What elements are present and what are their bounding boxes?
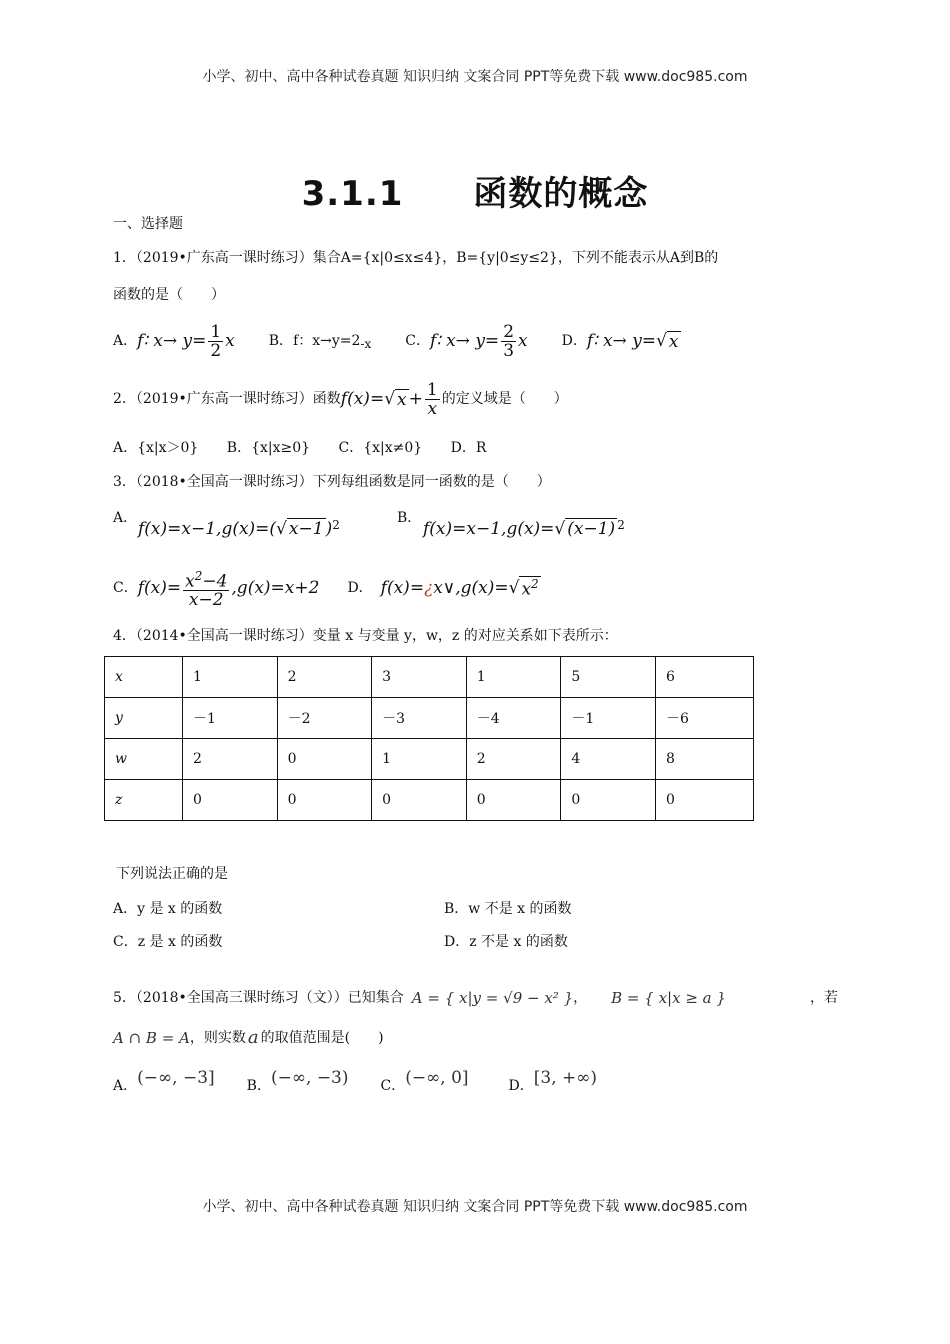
q1-option-d-radicand: x	[668, 331, 679, 352]
radical-icon: √	[508, 578, 520, 598]
table-cell: －1	[561, 698, 656, 739]
table-cell: －3	[372, 698, 467, 739]
table-cell: 8	[655, 739, 753, 780]
table-cell: 2	[277, 657, 372, 698]
q1-option-a-denominator: 2	[210, 340, 222, 361]
radical-icon: √	[276, 518, 287, 539]
q1-options	[113, 318, 681, 364]
q4-stem: 4．（2014•全国高一课时练习）变量 x 与变量 y，w，z 的对应关系如下表所示：	[113, 628, 618, 644]
q1-option-a-fraction	[208, 323, 223, 360]
q5-option-a-label: A．	[113, 1078, 138, 1094]
table-cell: 0	[655, 780, 753, 821]
q5-options	[113, 1064, 597, 1096]
table-cell: 1	[182, 657, 277, 698]
q3-option-b[interactable]	[423, 518, 625, 539]
q3-row-cd	[113, 566, 541, 610]
q3-option-c-fraction	[183, 567, 229, 610]
q4-prompt: 下列说法正确的是	[116, 866, 228, 882]
table-cell: 0	[372, 780, 467, 821]
q5-option-d[interactable]	[509, 1068, 598, 1096]
q3-option-d-expr1: f(x)=	[380, 578, 425, 598]
table-row-header: z	[105, 780, 183, 821]
table-cell: －2	[277, 698, 372, 739]
q5-comma: ，	[573, 990, 588, 1006]
q1-option-b-exponent: -x	[360, 337, 372, 351]
q5-stem	[113, 976, 838, 1020]
q3-option-d-radicand	[519, 576, 540, 600]
q1-option-a-expr: f∶ x→ y=	[137, 331, 207, 351]
q5-option-c-value: (−∞, 0]	[405, 1068, 469, 1088]
table-cell: 0	[277, 739, 372, 780]
q3-option-d-expr2: x∨,g(x)=	[433, 578, 509, 598]
q5-line2-post: 的取值范围是( )	[260, 1030, 384, 1046]
section-heading: 一、选择题	[113, 216, 183, 232]
q2-option-a[interactable]: A．{x|x＞0}	[113, 440, 199, 456]
q1-option-c-numerator: 2	[503, 321, 515, 342]
q5-option-d-value: [3, +∞)	[533, 1068, 598, 1088]
q5-set-a: A = { x|y = √9 − x² }	[411, 989, 574, 1007]
q3-stem: 3．（2018•全国高一课时练习）下列每组函数是同一函数的是（ ）	[113, 474, 551, 490]
q1-option-d-expr: f∶ x→ y=	[586, 331, 657, 351]
q1-option-c-expr: f∶ x→ y=	[429, 331, 500, 351]
q2-denominator: x	[427, 398, 438, 419]
table-row	[105, 739, 754, 780]
q3-option-b-exponent: 2	[617, 518, 625, 532]
q4-option-b[interactable]: B．w 不是 x 的函数	[444, 901, 572, 917]
table-cell: 4	[561, 739, 656, 780]
q1-option-d-label: D．	[561, 333, 587, 349]
table-cell: 5	[561, 657, 656, 698]
q1-option-b-label: B．	[268, 333, 294, 349]
q3-option-d-exponent: 2	[531, 577, 539, 592]
q2-stem	[113, 378, 568, 420]
table-cell: 0	[182, 780, 277, 821]
q2-plus: +	[408, 389, 423, 409]
table-cell: 0	[561, 780, 656, 821]
q3-option-c-denominator: x−2	[188, 590, 224, 611]
q2-option-b[interactable]: B．{x|x≥0}	[226, 440, 311, 456]
q1-option-a-label: A．	[113, 333, 138, 349]
q1-option-a[interactable]	[113, 323, 235, 360]
table-cell: 1	[466, 657, 561, 698]
q5-option-b-label: B．	[246, 1078, 271, 1094]
table-cell: 2	[182, 739, 277, 780]
q3-option-a-label: A．	[113, 510, 138, 526]
q5-option-b[interactable]	[247, 1068, 349, 1096]
q1-option-a-tail: x	[225, 331, 235, 351]
q5-stem-post: ，若	[810, 990, 838, 1006]
q3-option-d-radicand-base: x	[521, 579, 532, 600]
table-row	[105, 780, 754, 821]
q4-option-c[interactable]: C．z 是 x 的函数	[113, 934, 223, 950]
table-row	[105, 698, 754, 739]
radical-icon: √	[384, 389, 396, 409]
q5-option-b-value: (−∞, −3)	[270, 1068, 349, 1088]
q3-option-c-num-base: x	[185, 571, 195, 592]
q5-line2-text: ，则实数	[189, 1030, 246, 1046]
table-cell: －1	[182, 698, 277, 739]
table-row-header: x	[105, 657, 183, 698]
q3-option-c-numerator	[183, 567, 229, 592]
q3-option-c-num-exp: 2	[194, 568, 203, 583]
q2-option-c[interactable]: C．{x|x≠0}	[338, 440, 423, 456]
q4-option-a[interactable]: A．y 是 x 的函数	[113, 901, 223, 917]
table-row	[105, 657, 754, 698]
q3-option-a-expr1: f(x)=x−1,g(x)=(	[138, 518, 277, 539]
q1-option-d[interactable]	[562, 331, 681, 352]
radical-icon: √	[656, 331, 667, 351]
q3-option-a-radicand: x−1	[288, 519, 324, 539]
q1-option-c[interactable]	[405, 323, 527, 360]
q5-option-a-value: (−∞, −3]	[137, 1068, 215, 1088]
q1-option-c-label: C．	[405, 333, 430, 349]
q4-option-d[interactable]: D．z 不是 x 的函数	[444, 934, 568, 950]
table-cell: 6	[655, 657, 753, 698]
table-cell: 0	[466, 780, 561, 821]
q5-set-b: B = { x|x ≥ a }	[611, 989, 726, 1007]
table-row-header: w	[105, 739, 183, 780]
q5-option-d-label: D．	[508, 1078, 534, 1094]
q5-variable: a	[247, 1027, 259, 1048]
q3-option-d-label: D．	[347, 580, 373, 596]
q3-option-d[interactable]	[381, 576, 541, 600]
q5-line2	[113, 1028, 384, 1048]
q2-options	[113, 438, 486, 458]
q3-option-c-expr2: ,g(x)=x+2	[231, 578, 320, 598]
table-cell: 3	[372, 657, 467, 698]
table-cell: 1	[372, 739, 467, 780]
q1-stem-line2: 函数的是（ ）	[113, 287, 225, 303]
q2-radicand: x	[397, 389, 407, 410]
q3-option-a[interactable]	[138, 518, 340, 539]
q3-option-c-label: C．	[113, 580, 138, 596]
q2-option-d[interactable]: D．R	[450, 440, 487, 456]
q3-option-b-label: B．	[397, 510, 422, 526]
q4-table	[104, 656, 754, 821]
q2-stem-pre: 2．（2019•广东高一课时练习）函数	[113, 391, 341, 407]
q5-option-a[interactable]	[113, 1068, 215, 1096]
page-footer: 小学、初中、高中各种试卷真题 知识归纳 文案合同 PPT等免费下载 www.doc985.com	[202, 1199, 748, 1215]
q2-expr: f(x)=	[340, 389, 385, 409]
q1-option-c-denominator: 3	[503, 340, 515, 361]
q3-option-a-exponent: 2	[332, 518, 340, 532]
q1-option-a-numerator: 1	[210, 321, 222, 342]
q3-option-a-expr2: )	[325, 518, 333, 539]
q3-option-c-expr1: f(x)=	[137, 578, 182, 598]
q2-numerator: 1	[426, 379, 438, 400]
q5-condition: A ∩ B = A	[113, 1029, 190, 1047]
q3-option-c[interactable]	[138, 567, 320, 610]
q5-stem-pre: 5．（2018•全国高三课时练习（文））已知集合	[113, 990, 404, 1006]
table-cell: －4	[466, 698, 561, 739]
table-row-header: y	[105, 698, 183, 739]
q3-option-b-expr1: f(x)=x−1,g(x)=	[423, 518, 555, 539]
q3-option-d-mark: ¿	[424, 578, 434, 598]
q5-option-c-label: C．	[380, 1078, 406, 1094]
q5-option-c[interactable]	[381, 1068, 469, 1096]
page-title: 3.1.1 函数的概念	[301, 174, 649, 214]
q1-stem-line1: 1．（2019•广东高一课时练习）集合A={x|0≤x≤4}，B={y|0≤y≤2}，下列不能表示从A到B的	[113, 250, 719, 266]
page-header: 小学、初中、高中各种试卷真题 知识归纳 文案合同 PPT等免费下载 www.doc985.com	[202, 69, 748, 85]
q1-option-b[interactable]	[269, 328, 371, 354]
q1-option-c-fraction	[501, 323, 516, 360]
q1-option-c-tail: x	[518, 331, 528, 351]
q2-stem-post: 的定义域是（ ）	[441, 391, 568, 407]
q3-option-b-radicand: (x−1)	[567, 519, 616, 539]
table-cell: 2	[466, 739, 561, 780]
table-cell: 0	[277, 780, 372, 821]
q3-option-c-num-tail: −4	[202, 571, 228, 592]
q1-option-b-text: f：x→y=2	[293, 333, 361, 349]
q2-fraction	[425, 381, 440, 418]
table-cell: －6	[655, 698, 753, 739]
radical-icon: √	[554, 518, 566, 539]
